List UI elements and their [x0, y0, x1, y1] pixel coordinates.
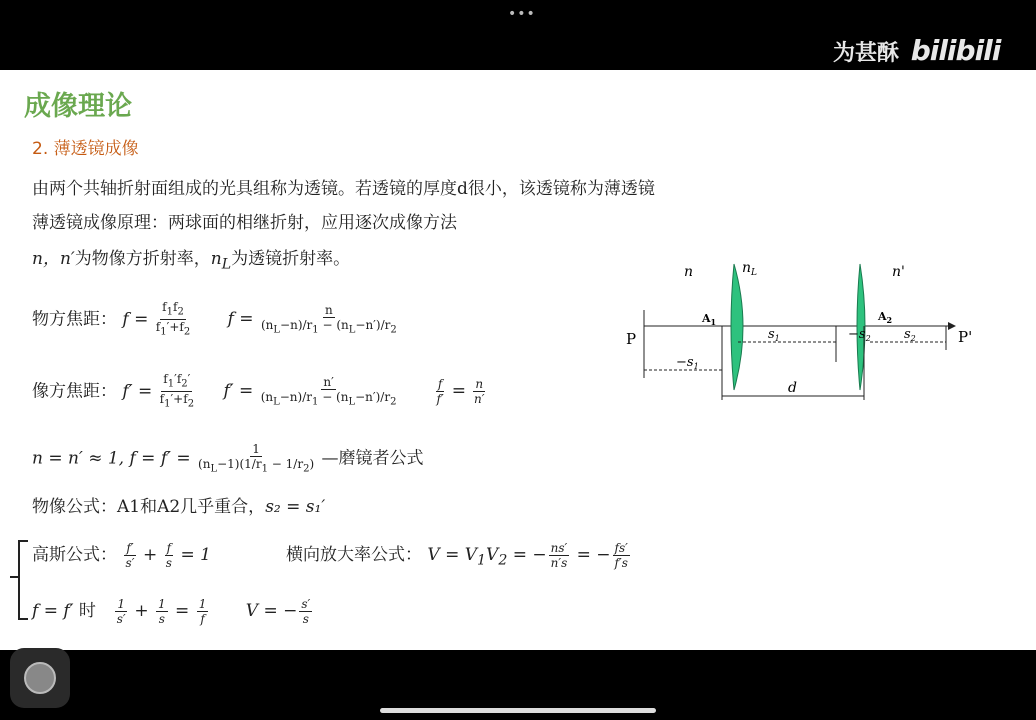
lens-1 — [731, 264, 743, 390]
A2-label: $A_2$ — [878, 310, 893, 325]
object-image-formula: 物像公式：A1和A2几乎重合，s₂ = s₁′ — [32, 497, 326, 517]
nl-label: $n_L$ — [742, 260, 758, 278]
n-prime-label: n' — [892, 264, 905, 280]
axis-arrow — [948, 322, 956, 330]
special-case-formula: f = f′ 时 $\frac{1}{s'}$ + $\frac{1}{s}$ = $\frac{1}{f}$ V = − $\frac{s'}{s}$ — [32, 597, 311, 626]
object-focal-formula: 物方焦距： f = $\frac{f_1f_2}{f_1'+f_2}$ f = $\frac{n}{(n_L-n)/r_1 - (n_L-n')/r_2}$ — [32, 300, 397, 338]
n-label: n — [684, 264, 694, 280]
P-label: P — [626, 330, 637, 348]
gauss-formula: 高斯公式： $\frac{f'}{s'}$ + $\frac{f}{s}$ = 1 — [32, 541, 211, 570]
s2-label: $-s_2$ — [848, 327, 871, 343]
section-subtitle: 2. 薄透镜成像 — [32, 139, 139, 159]
brace — [18, 540, 28, 620]
s2p-label: $s_2$ — [904, 327, 916, 343]
s1p-label: $s_1$ — [768, 327, 780, 343]
watermark — [833, 34, 1000, 67]
brace-tick — [10, 576, 18, 578]
magnification-formula: 横向放大率公式： $V = V_1V_2$ = − $\frac{ns'}{n's}$ = − $\frac{fs'}{f's}$ — [286, 541, 628, 570]
more-options-icon[interactable]: ••• — [508, 6, 536, 22]
bilibili-logo: bilibili — [910, 34, 1001, 67]
index-text: n，n′为物像方折射率，$n_L$为透镜折射率。 — [32, 249, 351, 273]
A1-label: $A_1$ — [702, 312, 717, 327]
slide-title: 成像理论 — [24, 91, 132, 122]
lensmaker-formula: n = n′ ≈ 1, f = f′ = $\frac{1}{(n_L-1)(1/r_1 - 1/r_2)}$ —磨镜者公式 — [32, 442, 424, 475]
slide — [0, 70, 1036, 650]
assistive-touch-button[interactable] — [10, 648, 70, 708]
home-indicator[interactable] — [380, 708, 656, 713]
principle-text: 薄透镜成像原理：两球面的相继折射，应用逐次成像方法 — [32, 213, 457, 233]
lens-diagram — [620, 250, 980, 420]
d-label: d — [788, 380, 797, 396]
s1-label: $-s_1$ — [676, 355, 699, 371]
watermark-uploader: 为甚酥 — [833, 41, 900, 66]
P-prime-label: P' — [958, 328, 973, 346]
definition-text: 由两个共轴折射面组成的光具组称为透镜。若透镜的厚度d很小，该透镜称为薄透镜 — [32, 179, 655, 199]
image-focal-formula: 像方焦距： f′ = $\frac{f_1'f_2'}{f_1'+f_2}$ f′ = $\frac{n'}{(n_L-n)/r_1 - (n_L-n')/r_2}$ $\frac{f}{f'}$ = $\frac{n}{n'}$ — [32, 372, 485, 410]
